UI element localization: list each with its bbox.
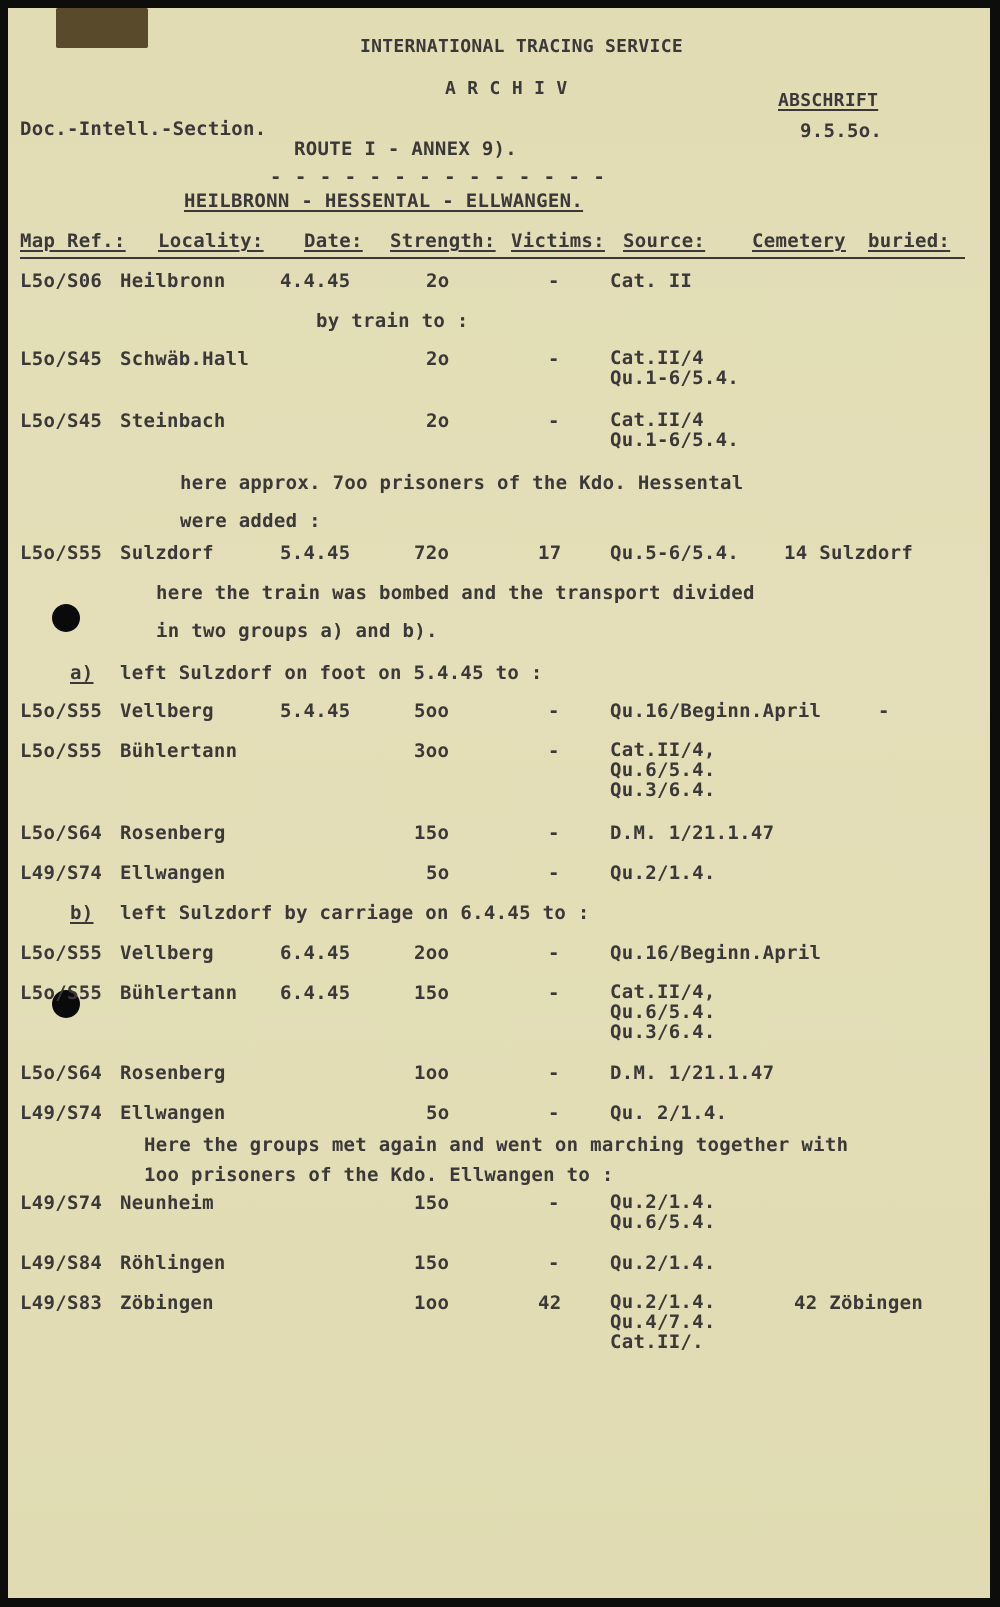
row-victims: - [548, 862, 560, 884]
document-page [8, 8, 990, 1598]
row-strength: 5o [426, 862, 450, 884]
row-locality: Rosenberg [120, 822, 226, 844]
row-mapref: L5o/S64 [20, 822, 103, 844]
row-mapref: L49/S74 [20, 862, 103, 884]
row-strength: 2o [426, 270, 450, 292]
row-buried: - [878, 700, 890, 722]
route-label: ROUTE I - ANNEX 9). [294, 138, 518, 160]
row-strength: 15o [414, 982, 450, 1004]
col-mapref: Map Ref.: [20, 230, 126, 252]
note-met-1: Here the groups met again and went on marching together with [144, 1134, 849, 1156]
row-locality: Bühlertann [120, 982, 238, 1004]
table-row [8, 347, 990, 389]
row-victims: - [548, 822, 560, 844]
row-source: D.M. 1/21.1.47 [610, 822, 775, 844]
column-header-row [8, 230, 990, 252]
row-victims: 42 [538, 1292, 562, 1314]
row-mapref: L5o/S45 [20, 348, 103, 370]
group-a-note: left Sulzdorf on foot on 5.4.45 to : [120, 662, 543, 684]
row-mapref: L5o/S55 [20, 942, 103, 964]
row-source: Qu.2/1.4. Qu.4/7.4. Cat.II/. [610, 1291, 716, 1353]
row-mapref: L5o/S55 [20, 542, 103, 564]
row-victims: - [548, 348, 560, 370]
table-row [8, 739, 990, 801]
row-source: Qu.5-6/5.4. [610, 542, 740, 564]
row-strength: 72o [414, 542, 450, 564]
table-row [8, 981, 990, 1043]
row-victims: - [548, 410, 560, 432]
row-locality: Vellberg [120, 942, 214, 964]
row-locality: Sulzdorf [120, 542, 214, 564]
row-locality: Heilbronn [120, 270, 226, 292]
row-victims: - [548, 942, 560, 964]
note-bombed-2: in two groups a) and b). [156, 620, 438, 642]
row-source: Cat. II [610, 270, 693, 292]
row-source: Qu. 2/1.4. [610, 1102, 728, 1124]
col-date: Date: [304, 230, 363, 252]
row-strength: 1oo [414, 1292, 450, 1314]
row-strength: 2oo [414, 942, 450, 964]
row-locality: Röhlingen [120, 1252, 226, 1274]
row-source: D.M. 1/21.1.47 [610, 1062, 775, 1084]
note-bombed-1: here the train was bombed and the transport divided [156, 582, 755, 604]
col-cemetery: Cemetery [752, 230, 846, 252]
row-strength: 1oo [414, 1062, 450, 1084]
row-victims: - [548, 1252, 560, 1274]
row-locality: Steinbach [120, 410, 226, 432]
table-row [8, 822, 990, 844]
section-label: Doc.-Intell.-Section. [20, 118, 267, 140]
row-locality: Ellwangen [120, 1102, 226, 1124]
group-a-label: a) [70, 662, 94, 684]
table-row [8, 270, 990, 292]
row-strength: 2o [426, 348, 450, 370]
note-met-2: 1oo prisoners of the Kdo. Ellwangen to : [144, 1164, 614, 1186]
row-buried: 14 Sulzdorf [784, 542, 914, 564]
row-strength: 5oo [414, 700, 450, 722]
table-row [8, 862, 990, 884]
row-victims: - [548, 270, 560, 292]
row-mapref: L49/S83 [20, 1292, 103, 1314]
row-mapref: L5o/S45 [20, 410, 103, 432]
tape-mark [56, 8, 148, 48]
col-strength: Strength: [390, 230, 496, 252]
row-locality: Bühlertann [120, 740, 238, 762]
table-row [8, 1102, 990, 1124]
row-victims: - [548, 1102, 560, 1124]
row-victims: - [548, 1192, 560, 1214]
table-row [8, 1291, 990, 1353]
row-mapref: L49/S84 [20, 1252, 103, 1274]
row-mapref: L5o/S06 [20, 270, 103, 292]
row-source: Qu.2/1.4. [610, 862, 716, 884]
row-strength: 15o [414, 1252, 450, 1274]
row-strength: 15o [414, 822, 450, 844]
note-by-train: by train to : [316, 310, 469, 332]
row-source: Cat.II/4 Qu.1-6/5.4. [610, 347, 740, 389]
group-b-label: b) [70, 902, 94, 924]
table-row [8, 409, 990, 451]
col-source: Source: [623, 230, 706, 252]
row-date: 5.4.45 [280, 542, 351, 564]
row-victims: - [548, 1062, 560, 1084]
stamp-label: ABSCHRIFT [778, 90, 879, 111]
table-row [8, 700, 990, 722]
row-locality: Schwäb.Hall [120, 348, 250, 370]
row-source: Qu.2/1.4. Qu.6/5.4. [610, 1191, 716, 1233]
row-mapref: L5o/S55 [20, 700, 103, 722]
org-name: INTERNATIONAL TRACING SERVICE [360, 36, 683, 57]
row-locality: Zöbingen [120, 1292, 214, 1314]
row-date: 5.4.45 [280, 700, 351, 722]
row-buried: 42 Zöbingen [794, 1292, 924, 1314]
row-victims: - [548, 982, 560, 1004]
col-locality: Locality: [158, 230, 264, 252]
page-heading: HEILBRONN - HESSENTAL - ELLWANGEN. [184, 190, 584, 212]
group-b-note: left Sulzdorf by carriage on 6.4.45 to : [120, 902, 590, 924]
table-row [8, 942, 990, 964]
row-victims: - [548, 740, 560, 762]
table-row [8, 1191, 990, 1233]
note-added-1: here approx. 7oo prisoners of the Kdo. Hessental [180, 472, 744, 494]
row-strength: 15o [414, 1192, 450, 1214]
header-rule [20, 257, 965, 259]
note-added-2: were added : [180, 510, 321, 532]
row-source: Cat.II/4, Qu.6/5.4. Qu.3/6.4. [610, 981, 716, 1043]
row-strength: 3oo [414, 740, 450, 762]
document-date: 9.5.5o. [800, 120, 883, 142]
punch-hole [52, 604, 80, 632]
row-victims: - [548, 700, 560, 722]
row-locality: Ellwangen [120, 862, 226, 884]
row-source: Qu.16/Beginn.April [610, 700, 822, 722]
row-mapref: L5o/S55 [20, 982, 103, 1004]
row-mapref: L49/S74 [20, 1102, 103, 1124]
row-locality: Neunheim [120, 1192, 214, 1214]
route-underline: - - - - - - - - - - - - - - [270, 166, 606, 188]
row-locality: Vellberg [120, 700, 214, 722]
archive-label: A R C H I V [445, 78, 568, 99]
row-date: 4.4.45 [280, 270, 351, 292]
row-source: Qu.16/Beginn.April [610, 942, 822, 964]
row-source: Cat.II/4, Qu.6/5.4. Qu.3/6.4. [610, 739, 716, 801]
row-source: Qu.2/1.4. [610, 1252, 716, 1274]
row-locality: Rosenberg [120, 1062, 226, 1084]
row-mapref: L49/S74 [20, 1192, 103, 1214]
row-date: 6.4.45 [280, 982, 351, 1004]
row-strength: 5o [426, 1102, 450, 1124]
row-mapref: L5o/S55 [20, 740, 103, 762]
table-row [8, 1062, 990, 1084]
col-buried: buried: [868, 230, 951, 252]
row-mapref: L5o/S64 [20, 1062, 103, 1084]
row-strength: 2o [426, 410, 450, 432]
row-date: 6.4.45 [280, 942, 351, 964]
row-source: Cat.II/4 Qu.1-6/5.4. [610, 409, 740, 451]
row-victims: 17 [538, 542, 562, 564]
table-row [8, 1252, 990, 1274]
col-victims: Victims: [511, 230, 605, 252]
table-row [8, 542, 990, 564]
